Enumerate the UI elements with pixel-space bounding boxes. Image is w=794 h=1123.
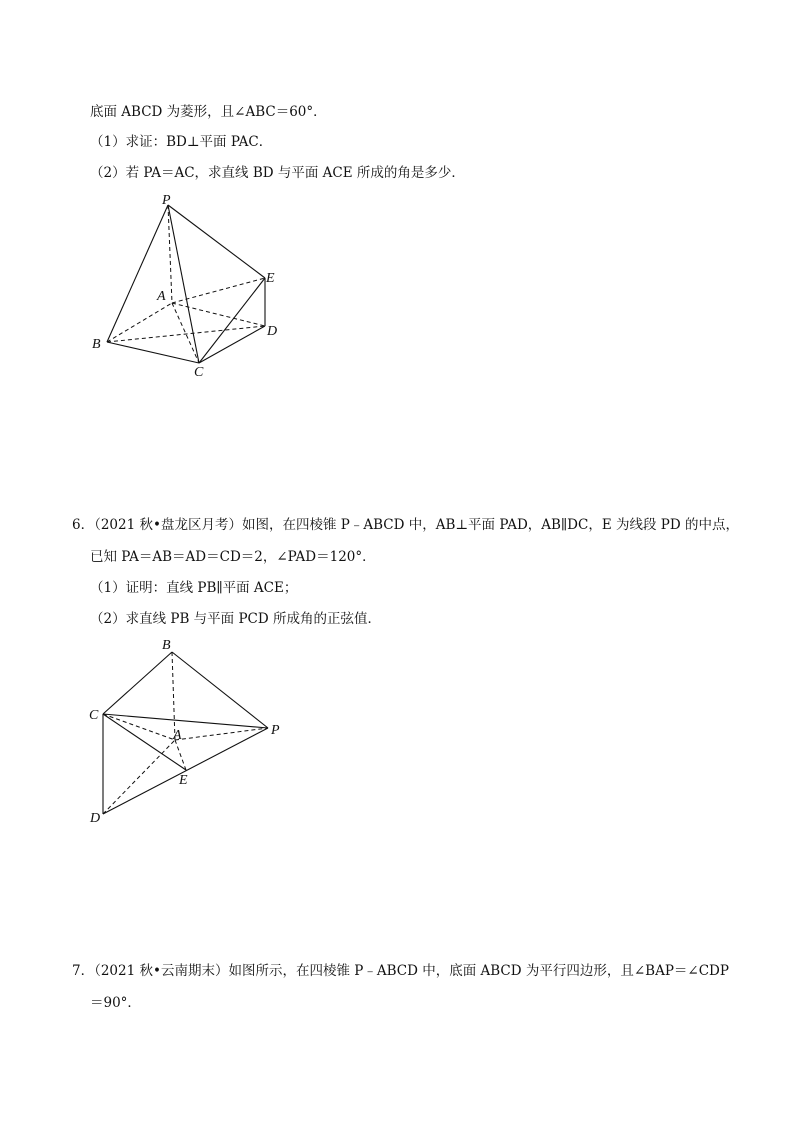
problem7-statement-line-1: 7．（2021 秋•云南期末）如图所示，在四棱锥 P﹣ABCD 中，底面 ABCD 为平行四边形，且∠BAP＝∠CDP [72,963,729,979]
problem5-label-a: A [157,289,166,304]
problem6-statement-line-2: 已知 PA＝AB＝AD＝CD＝2，∠PAD＝120°． [90,549,376,565]
problem5-label-c: C [194,365,204,380]
problem5-question-2: （2）若 PA＝AC，求直线 BD 与平面 ACE 所成的角是多少． [90,165,465,181]
problem6-label-c: C [89,708,99,723]
problem7-statement-line-2: ＝90°． [90,995,141,1011]
problem6-label-d: D [90,811,101,826]
problem5-label-p: P [162,193,171,208]
problem5-statement: 底面 ABCD 为菱形，且∠ABC＝60°． [90,104,327,120]
problem5-label-b: B [92,337,101,352]
problem6-label-p: P [271,723,280,738]
problem6-figure [80,636,380,836]
problem5-question-1: （1）求证：BD⊥平面 PAC． [90,134,273,150]
problem5-figure [80,188,380,388]
problem6-question-2: （2）求直线 PB 与平面 PCD 所成角的正弦值． [90,611,381,627]
problem5-label-d: D [267,324,278,339]
problem6-label-e: E [179,773,188,788]
problem5-label-e: E [266,271,275,286]
problem6-statement-line-1: 6．（2021 秋•盘龙区月考）如图，在四棱锥 P﹣ABCD 中，AB⊥平面 PAD，AB∥DC，E 为线段 PD 的中点， [72,517,739,533]
problem6-question-1: （1）证明：直线 PB∥平面 ACE； [90,580,298,596]
problem6-label-b: B [162,638,171,653]
problem6-label-a: A [173,728,182,743]
